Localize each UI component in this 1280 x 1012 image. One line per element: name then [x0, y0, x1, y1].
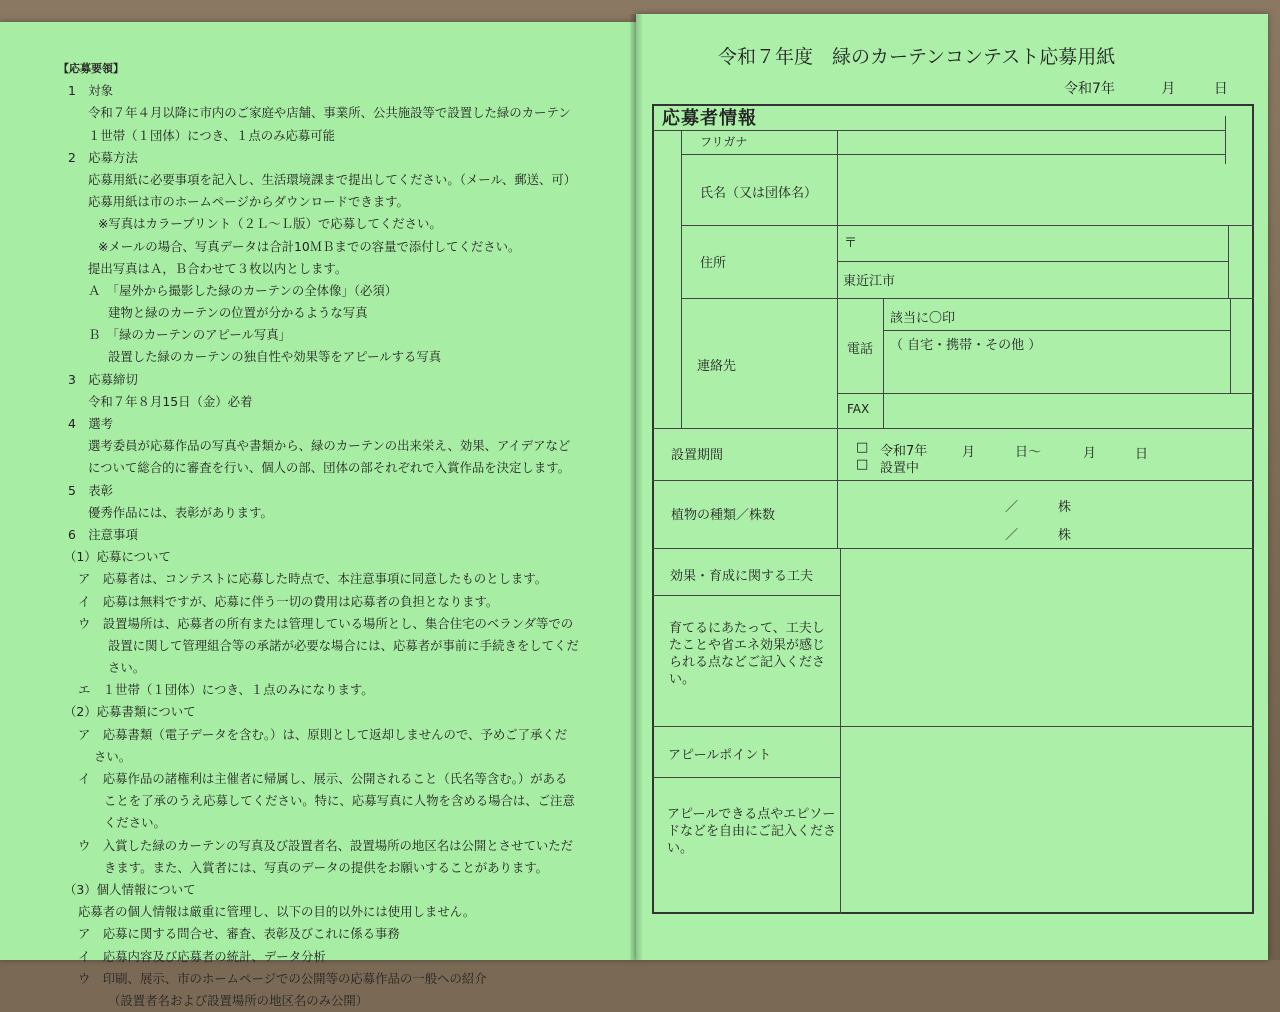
guideline-line: きます。また、入賞者には、写真のデータの提供をお願いすることがあります。 [104, 859, 549, 875]
grid-line [1228, 225, 1229, 298]
plants-unit-2: 株 [1058, 528, 1072, 543]
grid-line [652, 428, 1254, 429]
guideline-line: （3）個人情報について [64, 881, 196, 897]
guideline-line: エ １世帯（１団体）につき、１点のみになります。 [78, 682, 374, 698]
guideline-line: イ 応募内容及び応募者の統計、データ分析 [78, 948, 326, 964]
guideline-line: 提出写真はＡ，Ｂ合わせて３枚以内とします。 [88, 260, 348, 276]
guideline-line: イ 応募は無料ですが、応募に伴う一切の費用は応募者の負担となります。 [78, 593, 499, 609]
furigana-label: フリガナ [700, 135, 748, 149]
guideline-line: ことを了承のうえ応募してください。特に、応募写真に人物を含める場合は、ご注意 [104, 793, 575, 809]
guidelines-lines [58, 80, 618, 1012]
grid-line [837, 393, 1254, 394]
guideline-line: 建物と緑のカーテンの位置が分かるような写真 [108, 305, 368, 321]
grid-line [652, 480, 1254, 481]
guideline-line: （設置者名および設置場所の地区名のみ公開） [108, 992, 369, 1008]
grid-line [883, 298, 884, 428]
guideline-line: 令和７年４月以降に市内のご家庭や店舗、事業所、公共施設等で設置した緑のカーテン [88, 105, 571, 121]
section-title: 応募者情報 [662, 108, 757, 129]
guideline-line: 5 表彰 [68, 482, 114, 498]
guideline-line: 設置した緑のカーテンの独自性や効果等をアピールする写真 [108, 349, 442, 365]
phone-options: （ 自宅・携帯・その他 ） [890, 338, 1042, 353]
period-label: 設置期間 [671, 448, 724, 463]
guideline-line: （2）応募書類について [64, 704, 196, 720]
guideline-line: 選考委員が応募作品の写真や書類から、緑のカーテンの出来栄え、効果、アイデアなど [88, 438, 571, 454]
form-date [1064, 78, 1228, 98]
effect-description: 育てるにあたって、工夫したことや省エネ効果が感じられる点などご記入ください。 [669, 621, 826, 687]
grid-line [652, 130, 1226, 131]
guideline-line: 応募者の個人情報は厳重に管理し、以下の目的以外には使用しません。 [78, 904, 476, 920]
guideline-line: 応募用紙は市のホームページからダウンロードできます。 [88, 194, 409, 210]
grid-line [652, 777, 840, 778]
city-text: 東近江市 [843, 274, 896, 289]
period-start-month: 月 [962, 445, 976, 460]
guideline-line: ウ 入賞した緑のカーテンの写真及び設置者名、設置場所の地区名は公開とさせていただ [78, 837, 574, 853]
address-label: 住所 [700, 256, 727, 271]
guideline-line: Ａ 「屋外から撮影した緑のカーテンの全体像」（必須） [88, 282, 398, 298]
guideline-line: 1 対象 [68, 83, 114, 99]
grid-line [681, 154, 1226, 155]
plants-label: 植物の種類／株数 [671, 508, 776, 523]
appeal-label: アピールポイント [668, 748, 772, 763]
period-era: 令和7年 [880, 444, 928, 459]
page-fold [630, 14, 642, 960]
grid-line [1225, 116, 1226, 130]
guideline-line: 6 注意事項 [68, 526, 138, 542]
guidelines-heading: 【応募要領】 [58, 62, 124, 75]
period-checkbox-2[interactable]: □ [856, 457, 869, 472]
guideline-line: ください。 [104, 815, 166, 831]
guideline-line: 応募用紙に必要事項を記入し、生活環境課まで提出してください。（メール、郵送、可） [88, 171, 577, 187]
grid-line [1230, 298, 1231, 393]
date-month: 月 [1161, 81, 1176, 97]
guideline-line: さい。 [108, 660, 146, 676]
guideline-line: さい。 [94, 748, 132, 764]
phone-label: 電話 [847, 342, 874, 357]
grid-line [652, 548, 1254, 549]
guideline-line: 優秀作品には、表彰があります。 [88, 504, 273, 520]
grid-line [837, 428, 838, 548]
guideline-line: 2 応募方法 [68, 149, 138, 165]
grid-line [681, 130, 682, 428]
contact-label: 連絡先 [697, 359, 737, 374]
form-title: 令和７年度 緑のカーテンコンテスト応募用紙 [718, 46, 1116, 68]
period-checkbox-1[interactable]: □ [856, 440, 869, 455]
grid-line [837, 130, 838, 428]
effect-label: 効果・育成に関する工夫 [670, 569, 814, 584]
phone-note: 該当に〇印 [890, 311, 956, 326]
grid-line [840, 548, 841, 914]
plants-slash-2: ／ [1005, 528, 1019, 543]
period-start-day: 日～ [1015, 445, 1042, 460]
guideline-line: ア 応募者は、コンテストに応募した時点で、本注意事項に同意したものとします。 [78, 571, 548, 587]
guideline-line: ウ 設置場所は、応募者の所有または管理している場所とし、集合住宅のベランダ等での [78, 615, 574, 631]
period-end-day: 日 [1135, 447, 1149, 462]
guideline-line: ア 応募に関する問合せ、審査、表彰及びこれに係る事務 [78, 926, 400, 942]
date-day: 日 [1213, 81, 1228, 97]
guidelines-text [58, 58, 618, 1012]
guideline-line: （1）応募について [64, 549, 171, 565]
guideline-line: 令和７年８月15日（金）必着 [88, 393, 253, 409]
period-ongoing: 設置中 [880, 461, 920, 476]
plants-slash-1: ／ [1005, 500, 1019, 515]
guideline-line: 4 選考 [68, 416, 114, 431]
grid-line [837, 261, 1229, 262]
appeal-description: アピールできる点やエピソードなどを自由にご記入ください。 [667, 807, 837, 856]
guideline-line: イ 応募作品の諸権利は主催者に帰属し、展示、公開されること（氏名等含む。）がある [78, 771, 568, 786]
plants-unit-1: 株 [1058, 500, 1072, 515]
grid-line [652, 726, 1254, 727]
date-era: 令和7年 [1064, 81, 1115, 97]
guideline-line: １世帯（１団体）につき、１点のみ応募可能 [88, 127, 336, 143]
grid-line [652, 595, 840, 596]
guideline-line: 3 応募締切 [68, 371, 138, 387]
guideline-line: ア 応募書類（電子データを含む。）は、原則として返却しませんので、予めご了承くだ [78, 726, 568, 742]
grid-line [681, 225, 1254, 226]
fax-label: FAX [847, 402, 870, 416]
grid-line [1225, 130, 1226, 164]
guideline-line: ウ 印刷、展示、市のホームページでの公開等の応募作品の一般への紹介 [78, 970, 487, 986]
name-label: 氏名（又は団体名） [700, 186, 818, 201]
period-end-month: 月 [1083, 446, 1097, 461]
grid-line [681, 298, 1254, 299]
guideline-line: Ｂ 「緑のカーテンのアピール写真」 [88, 327, 292, 343]
guideline-line: ※メールの場合、写真データは合計10ＭＢまでの容量で添付してください。 [98, 238, 521, 254]
guideline-line: 設置に関して管理組合等の承諾が必要な場合には、応募者が事前に手続きをしてくだ [108, 637, 579, 653]
guideline-line: について総合的に審査を行い、個人の部、団体の部それぞれで入賞作品を決定します。 [88, 460, 570, 476]
postal-mark: 〒 [844, 236, 858, 251]
guideline-line: ※写真はカラープリント（２Ｌ～Ｌ版）で応募してください。 [98, 216, 442, 232]
grid-line [883, 330, 1231, 331]
